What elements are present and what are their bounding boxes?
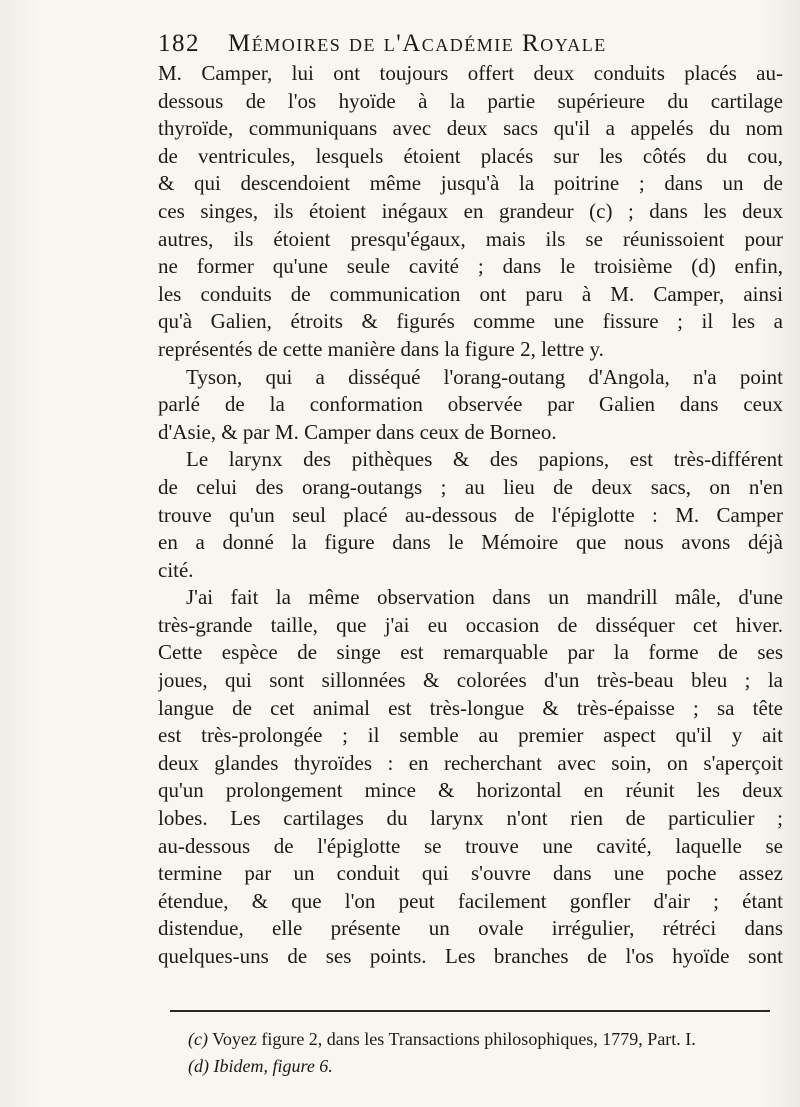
text-line: qu'un prolongement mince & horizontal en réunit les deux bbox=[158, 778, 783, 803]
text-line: deux glandes thyroïdes : en recherchant avec soin, on s'aperçoit bbox=[158, 750, 783, 775]
text-line: ne former qu'une seule cavité ; dans le troisième (d) enfin, bbox=[158, 254, 783, 279]
text-line: parlé de la conformation observée par Galien dans ceux bbox=[158, 392, 783, 417]
footnote-text: Ibidem, figure 6. bbox=[213, 1056, 333, 1076]
footnote bbox=[188, 1026, 788, 1053]
text-line: qu'à Galien, étroits & figurés comme une fissure ; il les a bbox=[158, 309, 783, 334]
text-line: cité. bbox=[158, 557, 194, 582]
text-line: dessous de l'os hyoïde à la partie supérieure du cartilage bbox=[158, 88, 783, 113]
text-line: Cette espèce de singe est remarquable par la forme de ses bbox=[158, 640, 783, 665]
running-title: Mémoires de l'Académie Royale bbox=[228, 30, 607, 57]
text-line: joues, qui sont sillonnées & colorées d'un très-beau bleu ; la bbox=[158, 668, 783, 693]
text-line: trouve qu'un seul placé au-dessous de l'épiglotte : M. Camper bbox=[158, 502, 783, 527]
text-line: très-grande taille, que j'ai eu occasion de disséquer cet hiver. bbox=[158, 612, 783, 637]
text-line: Tyson, qui a disséqué l'orang-outang d'Angola, n'a point bbox=[186, 364, 783, 389]
text-line: en a donné la figure dans le Mémoire que nous avons déjà bbox=[158, 530, 783, 555]
text-line: ces singes, ils étoient inégaux en grandeur (c) ; dans les deux bbox=[158, 198, 783, 223]
footnote-mark: (c) bbox=[188, 1029, 208, 1049]
text-line: termine par un conduit qui s'ouvre dans une poche assez bbox=[158, 861, 783, 886]
text-line: & qui descendoient même jusqu'à la poitrine ; dans un de bbox=[158, 171, 783, 196]
text-line: les conduits de communication ont paru à M. Camper, ainsi bbox=[158, 281, 783, 306]
text-line: J'ai fait la même observation dans un mandrill mâle, d'une bbox=[186, 585, 783, 610]
main-text bbox=[158, 60, 783, 971]
text-line: de ventricules, lesquels étoient placés sur les côtés du cou, bbox=[158, 143, 783, 168]
text-line: langue de cet animal est très-longue & très-épaisse ; sa tête bbox=[158, 695, 783, 720]
text-line: au-dessous de l'épiglotte se trouve une cavité, laquelle se bbox=[158, 833, 783, 858]
footnote bbox=[188, 1053, 788, 1080]
text-line: Le larynx des pithèques & des papions, est très-différent bbox=[186, 447, 783, 472]
text-line: de celui des orang-outangs ; au lieu de deux sacs, on n'en bbox=[158, 474, 783, 499]
text-line: étendue, & que l'on peut facilement gonfler d'air ; étant bbox=[158, 888, 783, 913]
footnotes bbox=[188, 1026, 788, 1080]
text-line: d'Asie, & par M. Camper dans ceux de Borneo. bbox=[158, 419, 557, 444]
footnote-mark: (d) bbox=[188, 1056, 209, 1076]
footnote-text: Voyez figure 2, dans les Transactions philosophiques, 1779, Part. I. bbox=[212, 1029, 696, 1049]
text-line: thyroïde, communiquans avec deux sacs qu'il a appelés du nom bbox=[158, 116, 783, 141]
text-line: lobes. Les cartilages du larynx n'ont rien de particulier ; bbox=[158, 806, 783, 831]
text-line: représentés de cette manière dans la figure 2, lettre y. bbox=[158, 336, 604, 361]
text-line: quelques-uns de ses points. Les branches de l'os hyoïde sont bbox=[158, 944, 783, 968]
text-line: est très-prolongée ; il semble au premier aspect qu'il y ait bbox=[158, 723, 783, 748]
text-line: distendue, elle présente un ovale irrégulier, rétréci dans bbox=[158, 916, 783, 941]
footnote-rule bbox=[170, 1010, 770, 1012]
text-line: M. Camper, lui ont toujours offert deux conduits placés au- bbox=[158, 61, 783, 85]
text-line: autres, ils étoient presqu'égaux, mais ils se réunissoient pour bbox=[158, 226, 783, 251]
page-number: 182 bbox=[158, 30, 200, 57]
